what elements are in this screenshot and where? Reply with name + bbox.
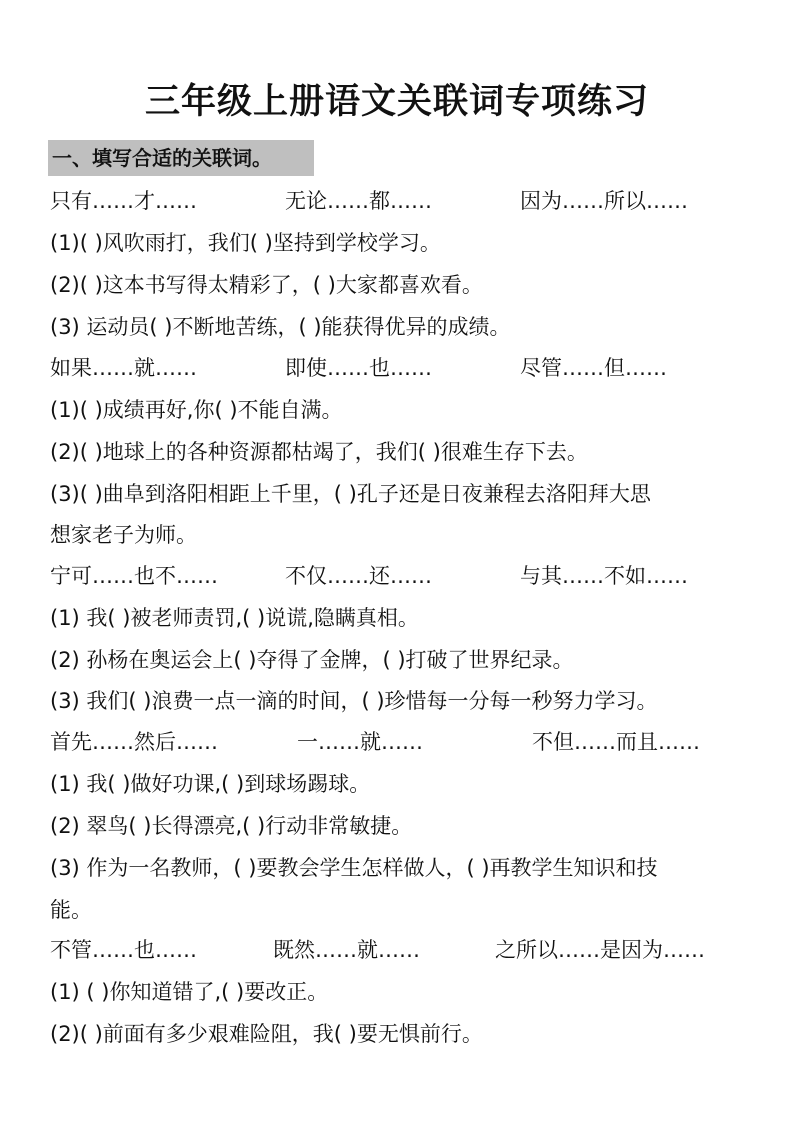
- conjunction-option: 首先……然后……: [50, 730, 218, 754]
- conjunction-option: 不仅……还……: [285, 564, 432, 588]
- section-heading: 一、填写合适的关联词。: [48, 140, 314, 176]
- conjunction-option: 与其……不如……: [520, 564, 688, 588]
- conjunction-option: 宁可……也不……: [50, 564, 218, 588]
- exercise-sentence: (3) 我们( )浪费一点一滴的时间，( )珍惜每一分每一秒努力学习。: [50, 689, 658, 713]
- exercise-sentence: (1)( )风吹雨打，我们( )坚持到学校学习。: [50, 231, 441, 255]
- exercise-sentence: 想家老子为师。: [50, 523, 197, 547]
- exercise-sentence: (2)( )地球上的各种资源都枯竭了，我们( )很难生存下去。: [50, 440, 588, 464]
- conjunction-option: 不管……也……: [50, 938, 197, 962]
- exercise-sentence: (2)( )这本书写得太精彩了，( )大家都喜欢看。: [50, 273, 483, 297]
- conjunction-option: 只有……才……: [50, 189, 197, 213]
- conjunction-option: 一……就……: [297, 730, 423, 754]
- conjunction-option: 如果……就……: [50, 356, 197, 380]
- exercise-sentence: (2)( )前面有多少艰难险阻，我( )要无惧前行。: [50, 1022, 483, 1046]
- conjunction-option: 因为……所以……: [520, 189, 688, 213]
- conjunction-option: 不但……而且……: [532, 730, 700, 754]
- exercise-sentence: (3) 作为一名教师，( )要教会学生怎样做人，( )再教学生知识和技: [50, 856, 658, 880]
- exercise-sentence: (2) 翠鸟( )长得漂亮,( )行动非常敏捷。: [50, 814, 413, 838]
- conjunction-option: 即使……也……: [285, 356, 432, 380]
- conjunction-option: 既然……就……: [273, 938, 420, 962]
- exercise-sentence: (1) ( )你知道错了,( )要改正。: [50, 980, 329, 1004]
- exercise-sentence: (3)( )曲阜到洛阳相距上千里，( )孔子还是日夜兼程去洛阳拜大思: [50, 482, 651, 506]
- conjunction-option: 无论……都……: [285, 189, 432, 213]
- exercise-sentence: (2) 孙杨在奥运会上( )夺得了金牌，( )打破了世界纪录。: [50, 648, 574, 672]
- exercise-sentence: (1) 我( )被老师责罚,( )说谎,隐瞒真相。: [50, 606, 419, 630]
- exercise-sentence: (1) 我( )做好功课,( )到球场踢球。: [50, 772, 371, 796]
- conjunction-option: 尽管……但……: [520, 356, 667, 380]
- conjunction-option: 之所以……是因为……: [495, 938, 705, 962]
- exercise-sentence: (1)( )成绩再好,你( )不能自满。: [50, 398, 343, 422]
- exercise-sentence: (3) 运动员( )不断地苦练，( )能获得优异的成绩。: [50, 315, 511, 339]
- page-title: 三年级上册语文关联词专项练习: [144, 82, 649, 122]
- exercise-sentence: 能。: [50, 898, 92, 922]
